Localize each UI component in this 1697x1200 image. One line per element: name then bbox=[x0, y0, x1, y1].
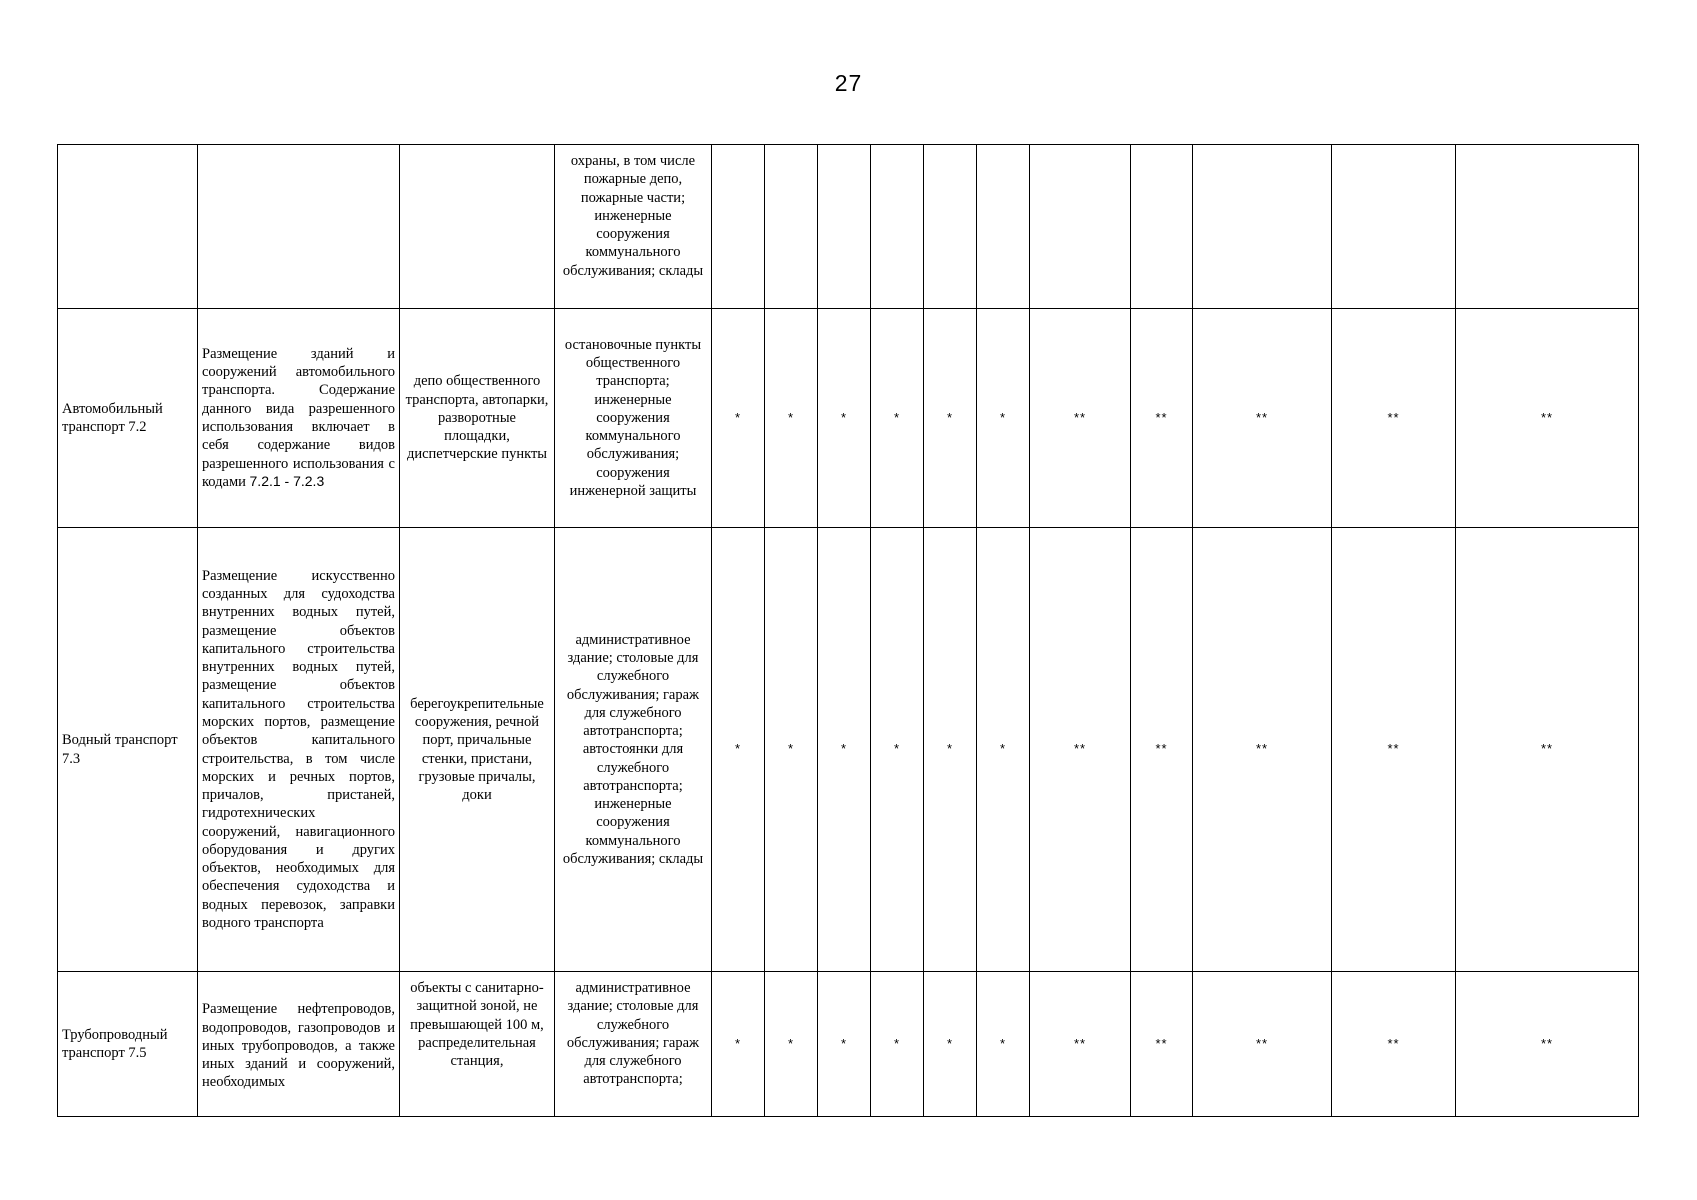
use-name-cell: Трубопроводный транспорт 7.5 bbox=[58, 972, 198, 1117]
zone-mark-cell bbox=[871, 145, 924, 309]
zone-mark-cell bbox=[1456, 145, 1639, 309]
use-description-text: Размещение зданий и сооружений автомобильного транспорта. Содержание данного вида разрешенного использования включает в себя содержание видов разрешенного использования с кодами bbox=[202, 345, 395, 490]
zone-mark-cell: * bbox=[818, 972, 871, 1117]
zone-mark-cell bbox=[1332, 145, 1456, 309]
table-row bbox=[58, 145, 1639, 309]
zone-mark-cell: * bbox=[765, 528, 818, 972]
main-objects-cell bbox=[400, 145, 555, 309]
table-row bbox=[58, 528, 1639, 972]
zone-mark-cell: * bbox=[977, 309, 1030, 528]
zone-mark-cell: * bbox=[765, 309, 818, 528]
auxiliary-objects-cell: охраны, в том числе пожарные депо, пожарные части; инженерные сооружения коммунального обслуживания; склады bbox=[555, 145, 712, 309]
zone-mark-cell: * bbox=[871, 972, 924, 1117]
zone-mark-cell bbox=[924, 145, 977, 309]
zone-mark-cell bbox=[712, 145, 765, 309]
zone-mark-cell: ** bbox=[1332, 528, 1456, 972]
use-name-cell bbox=[58, 145, 198, 309]
main-objects-cell: депо общественного транспорта, автопарки, разворотные площадки, диспетчерские пункты bbox=[400, 309, 555, 528]
table-row bbox=[58, 972, 1639, 1117]
zone-mark-cell: ** bbox=[1131, 972, 1193, 1117]
zone-mark-cell: * bbox=[765, 972, 818, 1117]
land-use-table bbox=[57, 144, 1639, 1117]
zone-mark-cell: ** bbox=[1131, 309, 1193, 528]
table-row bbox=[58, 309, 1639, 528]
main-objects-cell: объекты с санитарно-защитной зоной, не превышающей 100 м, распределительная станция, bbox=[400, 972, 555, 1117]
auxiliary-objects-cell: остановочные пункты общественного транспорта; инженерные сооружения коммунального обслуживания; сооружения инженерной защиты bbox=[555, 309, 712, 528]
zone-mark-cell: * bbox=[977, 528, 1030, 972]
zone-mark-cell bbox=[765, 145, 818, 309]
zone-mark-cell: * bbox=[924, 972, 977, 1117]
zone-mark-cell: * bbox=[977, 972, 1030, 1117]
zone-mark-cell: ** bbox=[1456, 972, 1639, 1117]
zone-mark-cell: ** bbox=[1193, 309, 1332, 528]
use-name-cell: Водный транспорт 7.3 bbox=[58, 528, 198, 972]
use-description-cell bbox=[198, 528, 400, 972]
use-description-text: Размещение нефтепроводов, водопроводов, газопроводов и иных трубопроводов, а также иных зданий и сооружений, необходимых bbox=[202, 1001, 395, 1091]
auxiliary-objects-cell: административное здание; столовые для служебного обслуживания; гараж для служебного автотранспорта; bbox=[555, 972, 712, 1117]
zone-mark-cell: ** bbox=[1193, 972, 1332, 1117]
use-description-cell bbox=[198, 309, 400, 528]
zone-mark-cell: * bbox=[871, 528, 924, 972]
main-objects-cell: берегоукрепительные сооружения, речной порт, причальные стенки, пристани, грузовые причалы, доки bbox=[400, 528, 555, 972]
zone-mark-cell: * bbox=[924, 309, 977, 528]
zone-mark-cell: ** bbox=[1193, 528, 1332, 972]
zone-mark-cell: ** bbox=[1332, 972, 1456, 1117]
use-codes-text: 7.2.1 - 7.2.3 bbox=[249, 472, 325, 489]
use-description-text: Размещение искусственно созданных для судоходства внутренних водных путей, размещение объектов капитального строительства внутренних водных путей, размещение объектов капитального строительства морских портов, размещение объектов капитального строительства, в том числе морских и речных портов, причалов, пристаней, гидротехнических сооружений, навигационного оборудования и других объектов, необходимых для обеспечения судоходства и водных перевозок, заправки водного транспорта bbox=[202, 567, 395, 931]
zone-mark-cell bbox=[1193, 145, 1332, 309]
zone-mark-cell bbox=[1131, 145, 1193, 309]
zone-mark-cell bbox=[818, 145, 871, 309]
zone-mark-cell: ** bbox=[1030, 972, 1131, 1117]
zone-mark-cell: ** bbox=[1456, 528, 1639, 972]
zone-mark-cell: ** bbox=[1030, 528, 1131, 972]
zone-mark-cell: * bbox=[712, 972, 765, 1117]
zone-mark-cell: ** bbox=[1456, 309, 1639, 528]
zone-mark-cell: ** bbox=[1030, 309, 1131, 528]
use-name-cell: Автомобильный транспорт 7.2 bbox=[58, 309, 198, 528]
zone-mark-cell: * bbox=[818, 528, 871, 972]
zone-mark-cell: ** bbox=[1332, 309, 1456, 528]
zone-mark-cell: * bbox=[924, 528, 977, 972]
zone-mark-cell: * bbox=[818, 309, 871, 528]
use-description-cell bbox=[198, 145, 400, 309]
zone-mark-cell: * bbox=[712, 309, 765, 528]
zone-mark-cell: * bbox=[871, 309, 924, 528]
zone-mark-cell: ** bbox=[1131, 528, 1193, 972]
page-number: 27 bbox=[834, 70, 863, 96]
zone-mark-cell: * bbox=[712, 528, 765, 972]
zone-mark-cell bbox=[977, 145, 1030, 309]
use-description-cell bbox=[198, 972, 400, 1117]
auxiliary-objects-cell: административное здание; столовые для служебного обслуживания; гараж для служебного автотранспорта; автостоянки для служебного автотранспорта; инженерные сооружения коммунального обслуживания; склады bbox=[555, 528, 712, 972]
zone-mark-cell bbox=[1030, 145, 1131, 309]
